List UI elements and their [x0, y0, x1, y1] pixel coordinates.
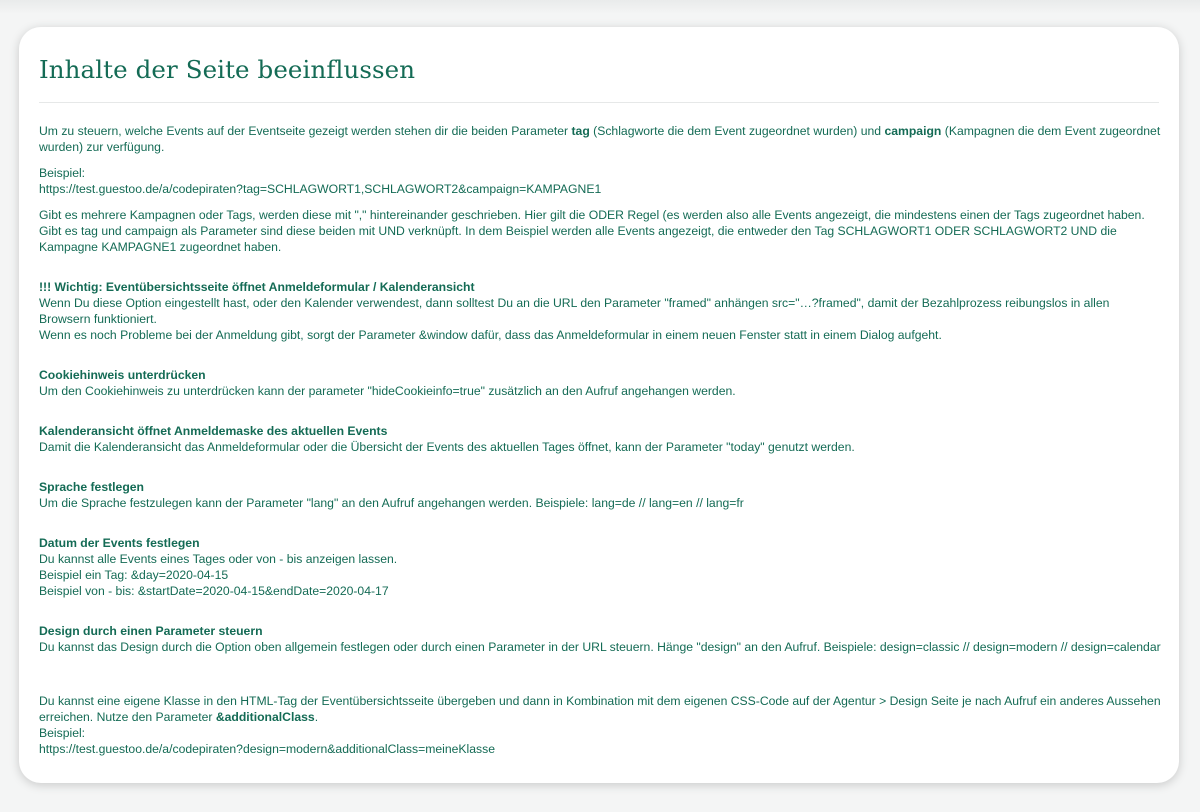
example-url: https://test.guestoo.de/a/codepiraten?tag=SCHLAGWORT1,SCHLAGWORT2&campaign=KAMPAGNE1: [39, 182, 602, 196]
section-text: Du kannst eine eigene Klasse in den HTML-Tag der Eventübersichtsseite übergeben und dann in Kombination mit dem eigenen CSS-Code auf der Agentur > Design Seite je nach Aufruf ein anderes Aussehen erreichen. Nutze den Parameter: [39, 694, 1161, 724]
page-title: Inhalte der Seite beeinflussen: [39, 55, 416, 84]
param-additional-class: &additionalClass: [215, 710, 315, 724]
intro-paragraph: [39, 123, 1161, 155]
param-campaign: campaign: [884, 124, 942, 138]
section-text: Du kannst alle Events eines Tages oder von - bis anzeigen lassen.: [39, 552, 398, 566]
section-text: Wenn Du diese Option eingestellt hast, oder den Kalender verwendest, dann solltest Du an die URL den Parameter "framed" anhängen src="…?framed", damit der Bezahlprozess reibungslos in allen Browsern funktioniert.: [39, 296, 1110, 326]
example-label: Beispiel:: [39, 166, 86, 180]
section-text: .: [314, 710, 319, 724]
section-text: Wenn es noch Probleme bei der Anmeldung gibt, sorgt der Parameter &window dafür, dass das Anmeldeformular in einem neuen Fenster statt in einem Dialog aufgeht.: [39, 328, 942, 342]
section-text: Um die Sprache festzulegen kann der Parameter "lang" an den Aufruf angehangen werden. Beispiele: lang=de // lang=en // lang=fr: [39, 496, 744, 510]
section-design: [39, 623, 1161, 655]
intro-text-c: (Kampagnen die dem Event zugeordnet wurden) zur verfügung.: [39, 124, 1161, 154]
intro-example: [39, 165, 1161, 197]
section-date: [39, 535, 1161, 599]
section-text: Damit die Kalenderansicht das Anmeldeformular oder die Übersicht der Events des aktuellen Tages öffnet, kann der Parameter "today" genutzt werden.: [39, 440, 855, 454]
content-body: [39, 123, 1161, 757]
example-url: https://test.guestoo.de/a/codepiraten?design=modern&additionalClass=meineKlasse: [39, 742, 495, 756]
section-text: Beispiel ein Tag: &day=2020-04-15: [39, 568, 229, 582]
section-text: Du kannst das Design durch die Option oben allgemein festlegen oder durch einen Parameter in der URL steuern. Hänge "design" an den Aufruf. Beispiele: design=classic // design=modern // design=calendar: [39, 640, 1161, 654]
intro-text-a: Um zu steuern, welche Events auf der Eventseite gezeigt werden stehen dir die beiden Parameter: [39, 124, 572, 138]
section-heading: !!! Wichtig: Eventübersichtsseite öffnet Anmeldeformular / Kalenderansicht: [39, 280, 475, 294]
section-heading: Sprache festlegen: [39, 480, 144, 494]
top-bar: [0, 0, 1200, 14]
section-heading: Cookiehinweis unterdrücken: [39, 368, 206, 382]
title-divider: [39, 102, 1159, 103]
section-heading: Kalenderansicht öffnet Anmeldemaske des aktuellen Events: [39, 424, 388, 438]
section-framed: [39, 279, 1161, 343]
section-cookie: [39, 367, 1161, 399]
section-heading: Design durch einen Parameter steuern: [39, 624, 263, 638]
intro-text-b: (Schlagworte die dem Event zugeordnet wurden) und: [589, 124, 885, 138]
content-card: [19, 27, 1179, 783]
section-text: Beispiel von - bis: &startDate=2020-04-15&endDate=2020-04-17: [39, 584, 389, 598]
section-language: [39, 479, 1161, 511]
or-rule-paragraph: Gibt es mehrere Kampagnen oder Tags, werden diese mit "," hintereinander geschrieben. Hier gilt die ODER Regel (es werden also alle Events angezeigt, die mindestens einen der Tags zugeordnet haben. Gibt es tag und campaign als Parameter sind diese beiden mit UND verknüpft. In dem Beispiel werden alle Events angezeigt, die entweder den Tag SCHLAGWORT1 ODER SCHLAGWORT2 UND die Kampagne KAMPAGNE1 zugeordnet haben.: [39, 208, 1145, 254]
example-label: Beispiel:: [39, 726, 86, 740]
section-heading: Datum der Events festlegen: [39, 536, 200, 550]
section-text: Um den Cookiehinweis zu unterdrücken kann der parameter "hideCookieinfo=true" zusätzlich an den Aufruf angehangen werden.: [39, 384, 736, 398]
section-additional-class: [39, 693, 1161, 757]
param-tag: tag: [571, 124, 590, 138]
section-calendar: [39, 423, 1161, 455]
